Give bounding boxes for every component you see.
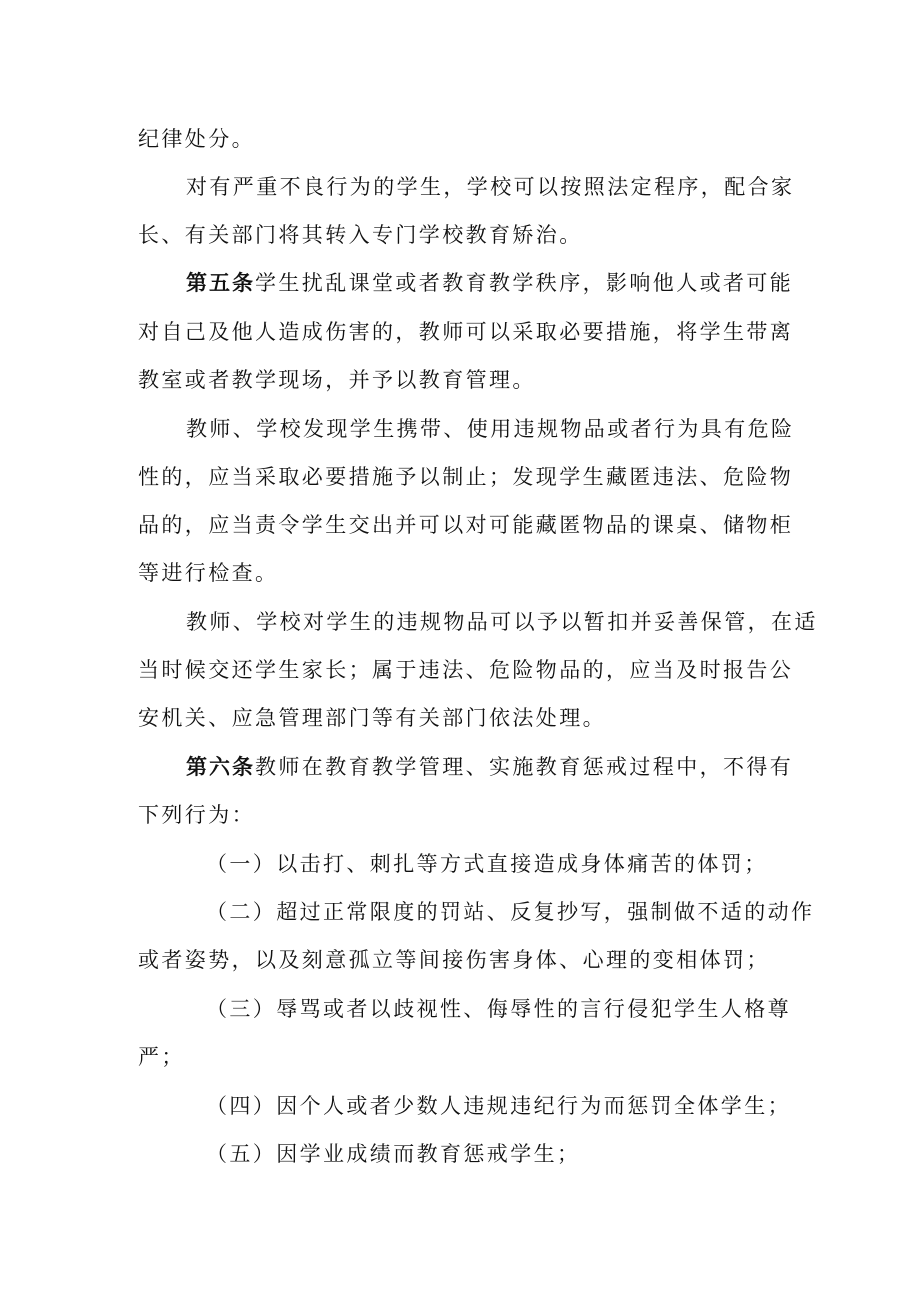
text-line: 教师、学校发现学生携带、使用违规物品或者行为具有危险 bbox=[186, 417, 795, 441]
text-line: 品的，应当责令学生交出并可以对可能藏匿物品的课桌、储物柜 bbox=[138, 513, 794, 537]
list-item: （五）因学业成绩而教育惩戒学生； bbox=[206, 1142, 581, 1166]
article-6-first-line bbox=[186, 752, 794, 782]
text-line: 对自己及他人造成伤害的，教师可以采取必要措施，将学生带离 bbox=[138, 320, 794, 344]
text-line: 对有严重不良行为的学生，学校可以按照法定程序，配合家 bbox=[186, 175, 795, 199]
text-line: 下列行为： bbox=[138, 803, 255, 827]
text-line: 严； bbox=[138, 1045, 185, 1069]
article-5-first-line bbox=[186, 268, 794, 298]
text-line: 长、有关部门将其转入专门学校教育矫治。 bbox=[138, 223, 583, 247]
list-item: （三）辱骂或者以歧视性、侮辱性的言行侵犯学生人格尊 bbox=[206, 997, 791, 1021]
text-line: 纪律处分。 bbox=[138, 127, 255, 151]
text-line: 教师、学校对学生的违规物品可以予以暂扣并妥善保管，在适 bbox=[186, 610, 818, 634]
text-line: 安机关、应急管理部门等有关部门依法处理。 bbox=[138, 706, 606, 730]
text-line: 教室或者教学现场，并予以教育管理。 bbox=[138, 368, 536, 392]
list-item: （一）以击打、刺扎等方式直接造成身体痛苦的体罚； bbox=[206, 852, 768, 876]
text-line: 或者姿势，以及刻意孤立等间接伤害身体、心理的变相体罚； bbox=[138, 948, 770, 972]
text-line: 等进行检查。 bbox=[138, 561, 279, 585]
article-6-label: 第六条 bbox=[186, 755, 255, 779]
text-line: 当时候交还学生家长；属于违法、危险物品的，应当及时报告公 bbox=[138, 658, 794, 682]
text-span: 学生扰乱课堂或者教育教学秩序，影响他人或者可能 bbox=[255, 271, 794, 295]
text-line: 性的，应当采取必要措施予以制止；发现学生藏匿违法、危险物 bbox=[138, 465, 794, 489]
list-item: （二）超过正常限度的罚站、反复抄写，强制做不适的动作 bbox=[206, 900, 815, 924]
text-span: 教师在教育教学管理、实施教育惩戒过程中，不得有 bbox=[255, 755, 794, 779]
article-5-label: 第五条 bbox=[186, 271, 255, 295]
list-item: （四）因个人或者少数人违规违纪行为而惩罚全体学生； bbox=[206, 1094, 791, 1118]
